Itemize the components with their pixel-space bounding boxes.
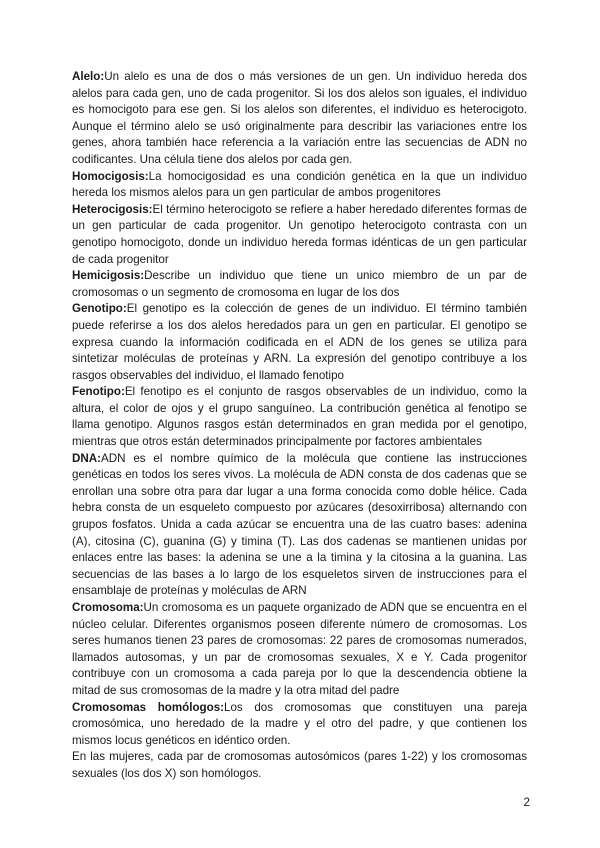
page-number: 2 <box>523 796 530 809</box>
definition-cromosoma: Un cromosoma es un paquete organizado de ADN que se encuentra en el núcleo celular. Diferentes organismos poseen diferente número de cromosomas. Los seres humanos tienen 23 pares de cromosomas: 22 pares de cromosomas numerados, llamados autosomas, y un par de cromosomas sexuales, X e Y. Cada progenitor contribuye con un cromosoma a cada pareja por lo que la descendencia obtiene la mitad de sus cromosomas de la madre y la otra mitad del padre <box>72 601 527 697</box>
definition-fenotipo: El fenotipo es el conjunto de rasgos observables de un individuo, como la altura, el color de ojos y el grupo sanguíneo. La contribución genética al fenotipo se llama genotipo. Algunos rasgos están determinados en gran medida por el genotipo, mientras que otros están determinados principalmente por factores ambientales <box>72 385 527 449</box>
definition-dna: ADN es el nombre químico de la molécula que contiene las instrucciones genéticas en todos los seres vivos. La molécula de ADN consta de dos cadenas que se enrollan una sobre otra para dar lugar a una forma conocida como doble hélice. Cada hebra consta de un esqueleto compuesto por azúcares (desoxirribosa) alternando con grupos fosfatos. Unida a cada azúcar se encuentra una de las cuatro bases: adenina (A), citosina (C), guanina (G) y timina (T). Las dos cadenas se mantienen unidas por enlaces entre las bases: la adenina se une a la timina y la citosina a la guanina. Las secuencias de las bases a lo largo de los esqueletos sirven de instrucciones para el ensamblaje de proteínas y moléculas de ARN <box>72 451 527 598</box>
term-homocigosis: Homocigosis: <box>72 169 149 183</box>
term-cromosoma: Cromosoma: <box>72 601 144 614</box>
entry-cromosoma <box>72 600 527 700</box>
entry-homocigosis <box>72 169 527 202</box>
definition-hemicigosis: Describe un individuo que tiene un unico miembro de un par de cromosomas o un segmento de cromosoma en lugar de los dos <box>72 269 527 299</box>
closing-paragraph: En las mujeres, cada par de cromosomas autosómicos (pares 1-22) y los cromosomas sexuales (los dos X) son homólogos. <box>72 750 527 780</box>
entry-dna <box>72 451 527 600</box>
term-hemicigosis: Hemicigosis: <box>72 269 145 283</box>
term-fenotipo: Fenotipo: <box>72 385 125 399</box>
term-cromosomas-homologos: Cromosomas homólogos: <box>72 700 225 714</box>
entry-hemicigosis <box>72 268 527 301</box>
entry-genotipo <box>72 301 527 384</box>
entry-fenotipo <box>72 384 527 450</box>
glossary-content <box>72 69 527 783</box>
definition-homocigosis: La homocigosidad es una condición genética en la que un individuo hereda los mismos alelos para un gen particular de ambos progenitores <box>72 169 527 200</box>
definition-genotipo: El genotipo es la colección de genes de un individuo. El término también puede referirse a los dos alelos heredados para un gen en particular. El genotipo se expresa cuando la información codificada en el ADN de los genes se utiliza para sintetizar moléculas de proteínas y ARN. La expresión del genotipo contribuye a los rasgos observables del individuo, el llamado fenotipo <box>72 302 527 382</box>
entry-heterocigosis <box>72 202 527 268</box>
term-genotipo: Genotipo: <box>72 302 127 316</box>
term-alelo: Alelo: <box>72 70 105 83</box>
term-heterocigosis: Heterocigosis: <box>72 202 153 216</box>
definition-alelo: Un alelo es una de dos o más versiones de un gen. Un individuo hereda dos alelos para cada gen, uno de cada progenitor. Si los dos alelos son iguales, el individuo es homocigoto para ese gen. Si los alelos son diferentes, el individuo es heterocigoto. Aunque el término alelo se usó originalmente para describir las variaciones entre los genes, ahora también hace referencia a la variación entre las secuencias de ADN no codificantes. Una célula tiene dos alelos por cada gen. <box>72 70 527 166</box>
definition-heterocigosis: El término heterocigoto se refiere a haber heredado diferentes formas de un gen particular de cada progenitor. Un genotipo heterocigoto contrasta con un genotipo homocigoto, donde un individuo hereda formas idénticas de un gen particular de cada progenitor <box>72 202 527 266</box>
entry-alelo <box>72 69 527 169</box>
definition-cromosomas-homologos: Los dos cromosomas que constituyen una pareja cromosómica, uno heredado de la madre y el otro del padre, y que contienen los mismos locus genéticos en idéntico orden. <box>72 700 527 747</box>
term-dna: DNA: <box>72 451 101 465</box>
entry-cromosomas-homologos <box>72 700 527 750</box>
